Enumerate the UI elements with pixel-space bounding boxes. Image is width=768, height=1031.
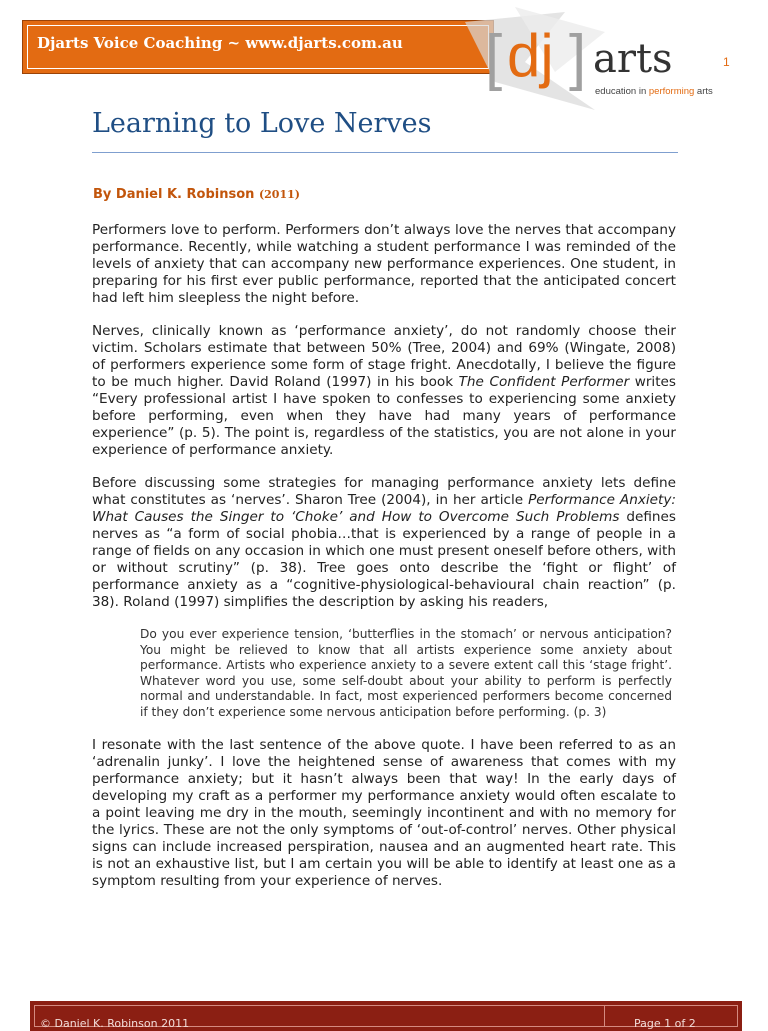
logo-tagline-highlight: performing: [648, 86, 695, 97]
paragraph-2-text-a: Nerves, clinically known as ‘performance anxiety’, do not randomly choose their victim. Scholars estimate that between 50% (Tree, 2004) and 69% (Wingate, 2008) of performers experience some form of stage fright. Anecdotally, I believe the figure to be much higher. David Roland (1997) in his book: [92, 323, 676, 390]
title-divider: [92, 152, 678, 153]
paragraph-3-text-a: Before discussing some strategies for managing performance anxiety lets define what constitutes as ‘nerves’. Sharon Tree (2004), in her article: [92, 475, 676, 508]
logo-tagline: [595, 86, 713, 97]
block-quote: Do you ever experience tension, ‘butterflies in the stomach’ or nervous anticipation? You might be relieved to know that all artists experience some anxiety about performance. Artists who experience anxiety to a severe extent call this ‘stage fright’. Whatever word you use, some self-doubt about your ability to perform is perfectly normal and understandable. In fact, most experienced performers become concerned if they don’t experience some nervous anticipation before performing. (p. 3): [140, 627, 672, 719]
byline-year: (2011): [258, 188, 300, 201]
article-body: [92, 222, 676, 906]
paragraph-2-text-b: writes “Every professional artist I have spoken to confesses to experiencing some anxiety before performing, even when they have had many years of performance experience” (p. 5). The point is, regardless of the statistics, you are not alone in your experience of performance anxiety.: [92, 374, 676, 458]
logo-superscript: 1: [723, 55, 730, 69]
logo-bracket-left: [: [485, 23, 503, 92]
paragraph-3: [92, 475, 676, 611]
logo-bracket-right: ]: [569, 23, 587, 92]
logo-wordmark: arts: [593, 36, 673, 82]
header-banner: [22, 20, 494, 74]
logo-mark: dj: [507, 22, 554, 89]
logo-tagline-prefix: education in: [595, 86, 649, 97]
book-title: The Confident Performer: [458, 374, 630, 390]
paragraph-1: Performers love to perform. Performers don’t always love the nerves that accompany performance. Recently, while watching a student performance I was reminded of the levels of anxiety that can accompany new performance experiences. One student, in preparing for his first ever public performance, reported that the anticipated concert had left him sleepless the night before.: [92, 222, 676, 306]
byline-author: By Daniel K. Robinson: [93, 187, 255, 202]
footer-copyright: © Daniel K. Robinson 2011: [40, 1017, 190, 1030]
paragraph-2: [92, 323, 676, 459]
page-title: Learning to Love Nerves: [92, 108, 432, 139]
djarts-logo: [455, 2, 755, 114]
paragraph-4: I resonate with the last sentence of the above quote. I have been referred to as an ‘adrenalin junky’. I love the heightened sense of awareness that comes with my performance anxiety; but it hasn’t always been that way! In the early days of developing my craft as a performer my performance anxiety would often escalate to a point leaving me dry in the mouth, seemingly incontinent and with no memory for the lyrics. These are not the only symptoms of ‘out-of-control’ nerves. Other physical signs can include increased perspiration, nausea and an augmented heart rate. This is not an exhaustive list, but I am certain you will be able to identify at least one as a symptom resulting from your experience of nerves.: [92, 736, 676, 889]
article-title: Performance Anxiety: What Causes the Singer to ‘Choke’ and How to Overcome Such Problems: [92, 492, 676, 525]
logo-tagline-suffix: arts: [694, 86, 713, 97]
footer-page-number: Page 1 of 2: [634, 1017, 696, 1030]
footer-bar: [30, 1001, 742, 1031]
banner-text: Djarts Voice Coaching ~ www.djarts.com.au: [37, 34, 403, 52]
paragraph-3-text-b: defines nerves as “a form of social phobia…that is experienced by a range of people in a range of fields on any occasion in which one must present oneself before others, with or without scrutiny” (p. 38). Tree goes onto describe the ‘fight or flight’ of performance anxiety as a “cognitive-physiological-behavioural chain reaction” (p. 38). Roland (1997) simplifies the description by asking his readers,: [92, 509, 676, 610]
byline: [93, 187, 300, 202]
